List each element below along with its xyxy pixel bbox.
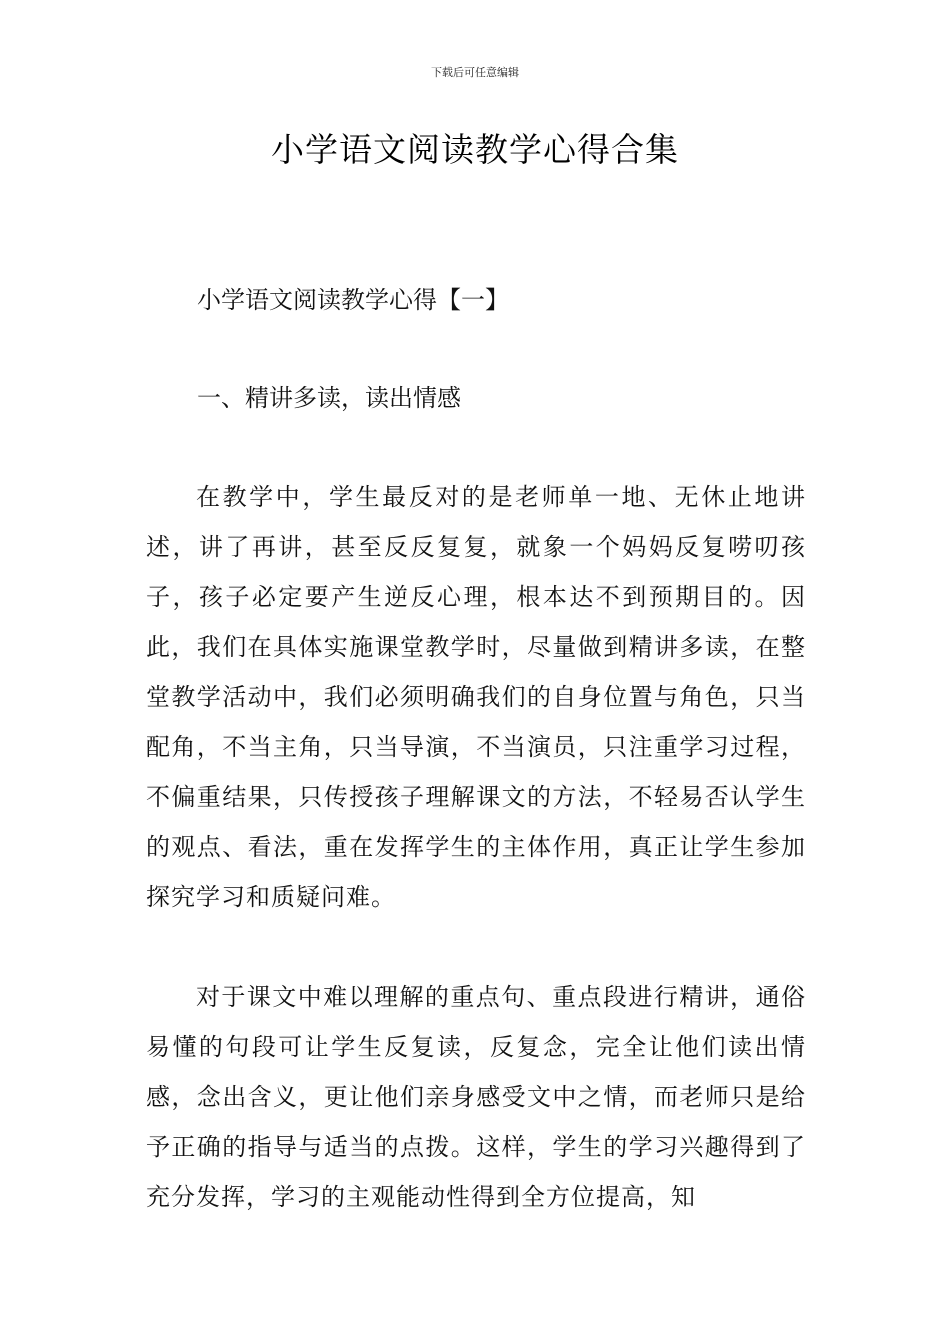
body-paragraph-2: 对于课文中难以理解的重点句、重点段进行精讲，通俗易懂的句段可让学生反复读，反复念，完全让他们读出情感，念出含义，更让他们亲身感受文中之情，而老师只是给予正确的指导与适当的点拨。这样，学生的学习兴趣得到了充分发挥，学习的主观能动性得到全方位提高，知 [146, 983, 806, 1211]
section-heading: 小学语文阅读教学心得【一】 [197, 286, 509, 314]
section-subheading: 一、精讲多读，读出情感 [197, 384, 461, 412]
body-paragraph-1: 在教学中，学生最反对的是老师单一地、无休止地讲述，讲了再讲，甚至反反复复，就象一个妈妈反复唠叨孩子，孩子必定要产生逆反心理，根本达不到预期目的。因此，我们在具体实施课堂教学时，尽量做到精讲多读，在整堂教学活动中，我们必须明确我们的自身位置与角色，只当配角，不当主角，只当导演，不当演员，只注重学习过程，不偏重结果，只传授孩子理解课文的方法，不轻易否认学生的观点、看法，重在发挥学生的主体作用，真正让学生参加探究学习和质疑问难。 [146, 483, 806, 911]
header-note: 下载后可任意编辑 [431, 66, 519, 79]
document-title: 小学语文阅读教学心得合集 [271, 130, 679, 169]
